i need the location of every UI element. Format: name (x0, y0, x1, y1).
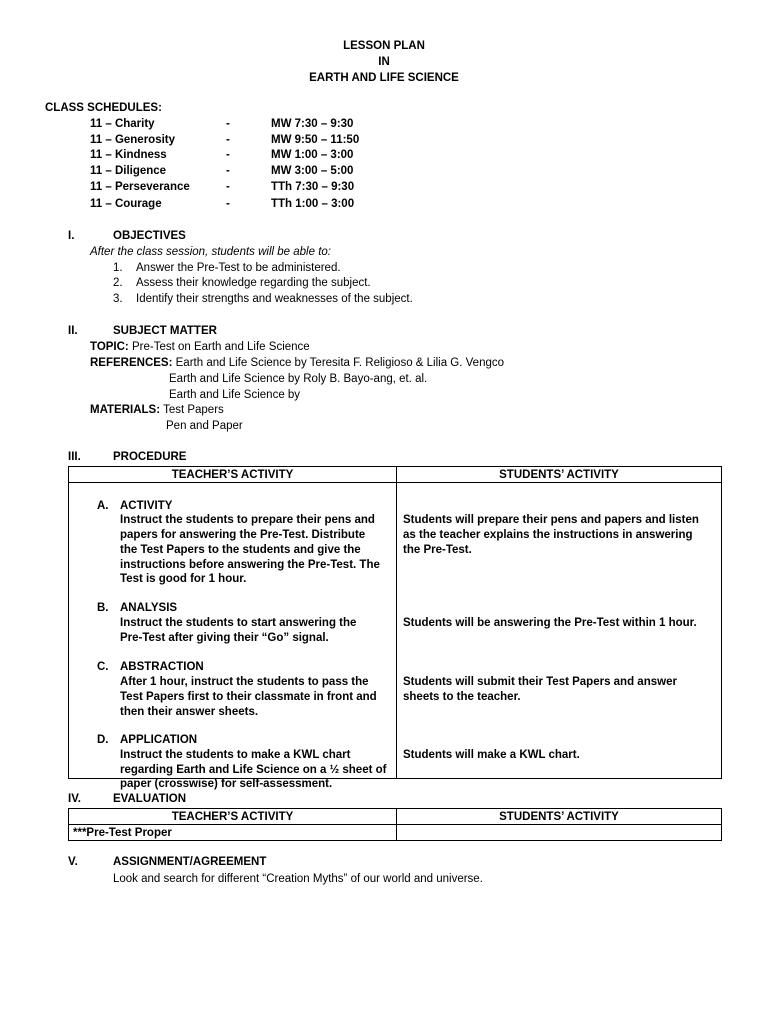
section-title-procedure: PROCEDURE (113, 451, 187, 463)
schedule-class: 11 – Perseverance (90, 181, 190, 193)
evaluation-header-students: STUDENTS’ ACTIVITY (397, 809, 722, 825)
schedule-class: 11 – Generosity (90, 134, 176, 146)
schedule-class: 11 – Kindness (90, 149, 167, 161)
schedule-dash: - (226, 165, 230, 177)
students-activity-text: Students will prepare their pens and papers and listen (403, 514, 699, 526)
schedule-time: MW 3:00 – 5:00 (271, 165, 354, 177)
evaluation-header-teacher: TEACHER’S ACTIVITY (69, 809, 397, 825)
evaluation-table (68, 808, 722, 841)
schedule-time: TTh 1:00 – 3:00 (271, 198, 355, 210)
objectives-intro: After the class session, students will be able to: (90, 246, 331, 258)
material-item: Pen and Paper (166, 420, 243, 432)
step-name: ACTIVITY (120, 500, 173, 512)
section-number: I. (68, 230, 75, 242)
schedule-time: MW 7:30 – 9:30 (271, 118, 354, 130)
students-activity-text: Students will submit their Test Papers and answer (403, 676, 677, 688)
section-number: IV. (68, 793, 82, 805)
objective-number: 3. (113, 293, 123, 305)
step-name: ABSTRACTION (120, 661, 204, 673)
teacher-activity-text: Instruct the students to prepare their pens and (120, 514, 375, 526)
schedule-class: 11 – Diligence (90, 165, 167, 177)
materials-label: MATERIALS: (90, 404, 161, 416)
schedule-time: MW 1:00 – 3:00 (271, 149, 354, 161)
assignment-text: Look and search for different “Creation Myths” of our world and universe. (113, 873, 483, 885)
section-title-subject-matter: SUBJECT MATTER (113, 325, 217, 337)
teacher-activity-text: papers for answering the Pre-Test. Distribute (120, 529, 366, 541)
teacher-activity-text: instructions before answering the Pre-Test. The (120, 559, 380, 571)
section-number: V. (68, 856, 78, 868)
evaluation-students-cell (397, 825, 722, 841)
objective-text: Identify their strengths and weaknesses of the subject. (136, 293, 413, 305)
class-schedules-label: CLASS SCHEDULES: (45, 102, 162, 114)
objective-number: 1. (113, 262, 123, 274)
teacher-activity-text: then their answer sheets. (120, 706, 259, 718)
procedure-header-students: STUDENTS’ ACTIVITY (397, 467, 722, 483)
step-letter: A. (97, 500, 109, 512)
students-activity-text: Students will be answering the Pre-Test within 1 hour. (403, 617, 697, 629)
students-activity-cell (397, 483, 722, 779)
document-title-in: IN (378, 56, 390, 68)
schedule-time: MW 9:50 – 11:50 (271, 134, 360, 146)
schedule-dash: - (226, 198, 230, 210)
teacher-activity-cell (69, 483, 397, 790)
students-activity-text: the Pre-Test. (403, 544, 472, 556)
students-activity-text: as the teacher explains the instructions in answering (403, 529, 693, 541)
teacher-activity-text: Instruct the students to start answering the (120, 617, 357, 629)
schedule-dash: - (226, 149, 230, 161)
schedule-time: TTh 7:30 – 9:30 (271, 181, 355, 193)
section-title-objectives: OBJECTIVES (113, 230, 186, 242)
schedule-class: 11 – Charity (90, 118, 155, 130)
step-letter: C. (97, 661, 109, 673)
reference-item: Earth and Life Science by Teresita F. Religioso & Lilia G. Vengco (175, 357, 505, 369)
objective-text: Answer the Pre-Test to be administered. (136, 262, 341, 274)
teacher-activity-text: Test is good for 1 hour. (120, 573, 247, 585)
reference-item: Earth and Life Science by Roly B. Bayo-ang, et. al. (169, 373, 428, 385)
students-activity-text: sheets to the teacher. (403, 691, 521, 703)
schedule-dash: - (226, 134, 230, 146)
teacher-activity-text: regarding Earth and Life Science on a ½ sheet of (120, 764, 387, 776)
teacher-activity-text: paper (crosswise) for self-assessment. (120, 778, 333, 790)
references-line (90, 357, 504, 369)
section-title-evaluation: EVALUATION (113, 793, 187, 805)
topic-label: TOPIC: (90, 341, 129, 353)
step-letter: D. (97, 734, 109, 746)
procedure-header-teacher: TEACHER’S ACTIVITY (69, 467, 397, 483)
section-title-assignment: ASSIGNMENT/AGREEMENT (113, 856, 267, 868)
teacher-activity-text: After 1 hour, instruct the students to pass the (120, 676, 369, 688)
students-activity-text: Students will make a KWL chart. (403, 749, 580, 761)
objective-text: Assess their knowledge regarding the subject. (136, 277, 371, 289)
schedule-dash: - (226, 181, 230, 193)
schedule-dash: - (226, 118, 230, 130)
teacher-activity-text: Pre-Test after giving their “Go” signal. (120, 632, 329, 644)
evaluation-teacher-cell: ***Pre-Test Proper (69, 825, 397, 841)
step-letter: B. (97, 602, 109, 614)
topic-value: Pre-Test on Earth and Life Science (131, 341, 310, 353)
teacher-activity-text: Instruct the students to make a KWL chart (120, 749, 351, 761)
topic-line (90, 341, 310, 353)
document-subject: EARTH AND LIFE SCIENCE (309, 72, 459, 84)
step-name: APPLICATION (120, 734, 198, 746)
teacher-activity-text: Test Papers first to their classmate in front and (120, 691, 377, 703)
section-number: III. (68, 451, 81, 463)
materials-line (90, 404, 224, 416)
objective-number: 2. (113, 277, 123, 289)
reference-item: Earth and Life Science by (169, 389, 301, 401)
step-name: ANALYSIS (120, 602, 178, 614)
schedule-class: 11 – Courage (90, 198, 162, 210)
material-item: Test Papers (163, 404, 224, 416)
document-title: LESSON PLAN (343, 40, 425, 52)
procedure-table (68, 466, 722, 790)
section-number: II. (68, 325, 78, 337)
teacher-activity-text: the Test Papers to the students and give the (120, 544, 361, 556)
references-label: REFERENCES: (90, 357, 173, 369)
